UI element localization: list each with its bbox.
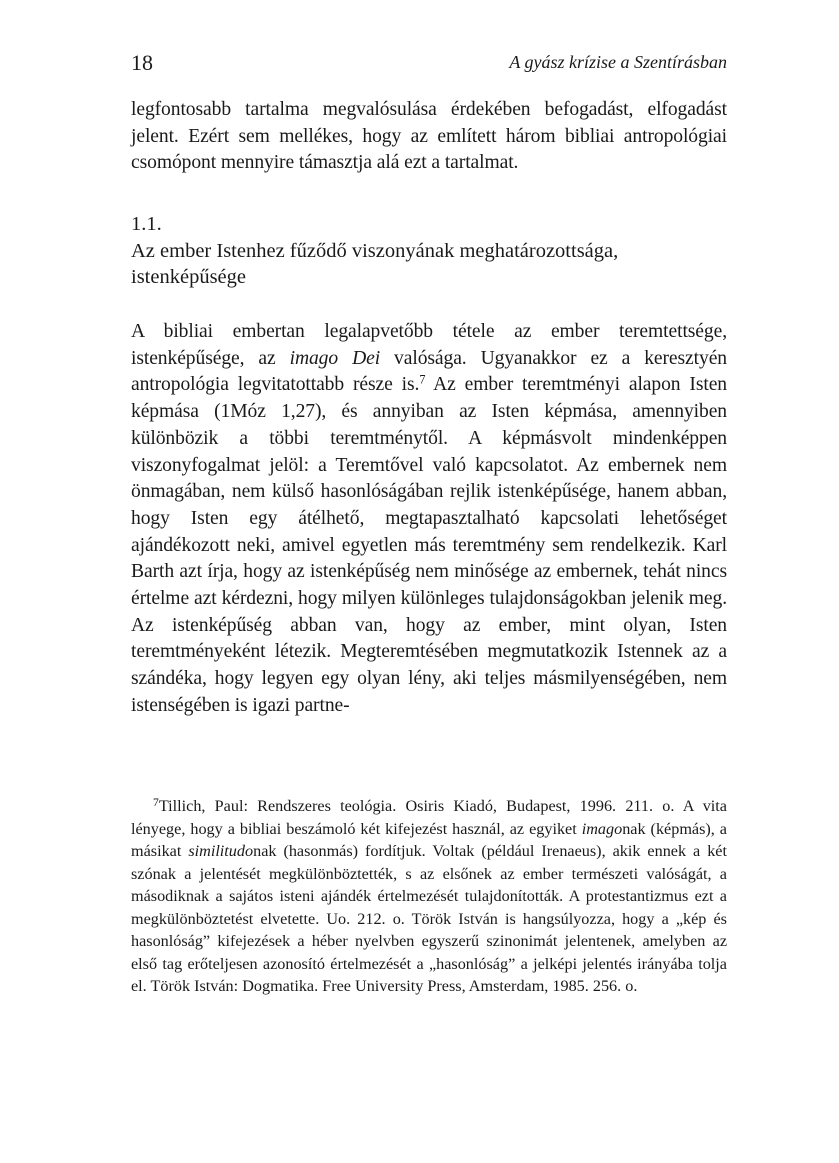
footnote-text: nak (képmás), a másikat bbox=[131, 819, 727, 860]
latin-term: imago Dei bbox=[289, 347, 381, 369]
footnote-text: Tillich, Paul: Rendszeres teológia. Osiris Kiadó, Budapest, 1996. 211. o. A vita lényege, hogy a bibliai beszámoló két kifejezést használ, az egyiket bbox=[131, 797, 727, 838]
latin-term: similitudo bbox=[188, 842, 254, 860]
body-paragraph bbox=[131, 319, 727, 720]
section-title-line-1: Az ember Istenhez fűződő viszonyának meghatározottsága, bbox=[131, 239, 619, 262]
page-number: 18 bbox=[131, 50, 153, 75]
section-heading bbox=[131, 211, 727, 291]
latin-term: imago bbox=[581, 819, 623, 838]
footnote bbox=[131, 795, 727, 998]
running-head bbox=[131, 50, 727, 80]
section-title-line-2: istenképűsége bbox=[131, 266, 246, 289]
footnote-text: nak (hasonmás) fordítjuk. Voltak (például Irenaeus), akik ennek a két szónak a jelentését megkülönböztették, s az elsőnek az ember természeti valóságát, a másodiknak a sajátos isteni ajándék értelmezését tulajdonították. A protestantizmus ezt a megkülönböztetést elvetette. Uo. 212. o. Török István is hangsúlyozza, hogy a „kép és hasonlóság” kifejezések a héber nyelvben egyszerű szinonimát jelentenek, amelyben az első tag erőteljesen azonosító értelmezését a „hasonlóság” a jelképi jelentés irányába tolja el. Török István: Dogmatika. Free University Press, Amsterdam, 1985. 256. o. bbox=[131, 842, 727, 995]
footnote-reference[interactable]: 7 bbox=[419, 372, 426, 387]
paragraph-continued: legfontosabb tartalma megvalósulása érdekében befogadást, elfogadást jelent. Ezért sem mellékes, hogy az említett három bibliai antropológiai csomópont mennyire támasztja alá ezt a tartalmat. bbox=[131, 99, 727, 174]
section-number: 1.1. bbox=[131, 213, 162, 235]
paragraph-text: Az ember teremtményi alapon Isten képmása (1Móz 1,27), és annyiban az Isten képmása, amennyiben különbözik a többi teremtménytől. A képmásvolt mindenképpen viszonyfogalmat jelöl: a Teremtővel való kapcsolatot. Az embernek nem önmagában, nem külső hasonlóságában rejlik istenképűsége, hanem abban, hogy Isten egy átélhető, megtapasztalható kapcsolati lehetőséget ajándékozott neki, amivel egyetlen más teremtmény sem rendelkezik. Karl Barth azt írja, hogy az istenképűség nem minősége az embernek, tehát nincs értelme azt kérdezni, hogy milyen különleges tulajdonságokban jelenik meg. Az istenképűség abban van, hogy az ember, mint olyan, Isten teremtményeként létezik. Megteremtésében megmutatkozik Istennek az a szándéka, hogy legyen egy olyan lény, aki teljes másmilyenségében, nem istenségében is igazi partne- bbox=[131, 374, 727, 716]
running-title: A gyász krízise a Szentírásban bbox=[509, 52, 727, 72]
paragraph-text: valósága. Ugyanakkor ez a keresztyén antropológia legvitatottabb része is. bbox=[131, 347, 727, 396]
paragraph-text: A bibliai embertan legalapvetőbb tétele az ember teremtettsége, istenképűsége, az bbox=[131, 321, 727, 369]
footnote-mark: 7 bbox=[153, 795, 159, 809]
